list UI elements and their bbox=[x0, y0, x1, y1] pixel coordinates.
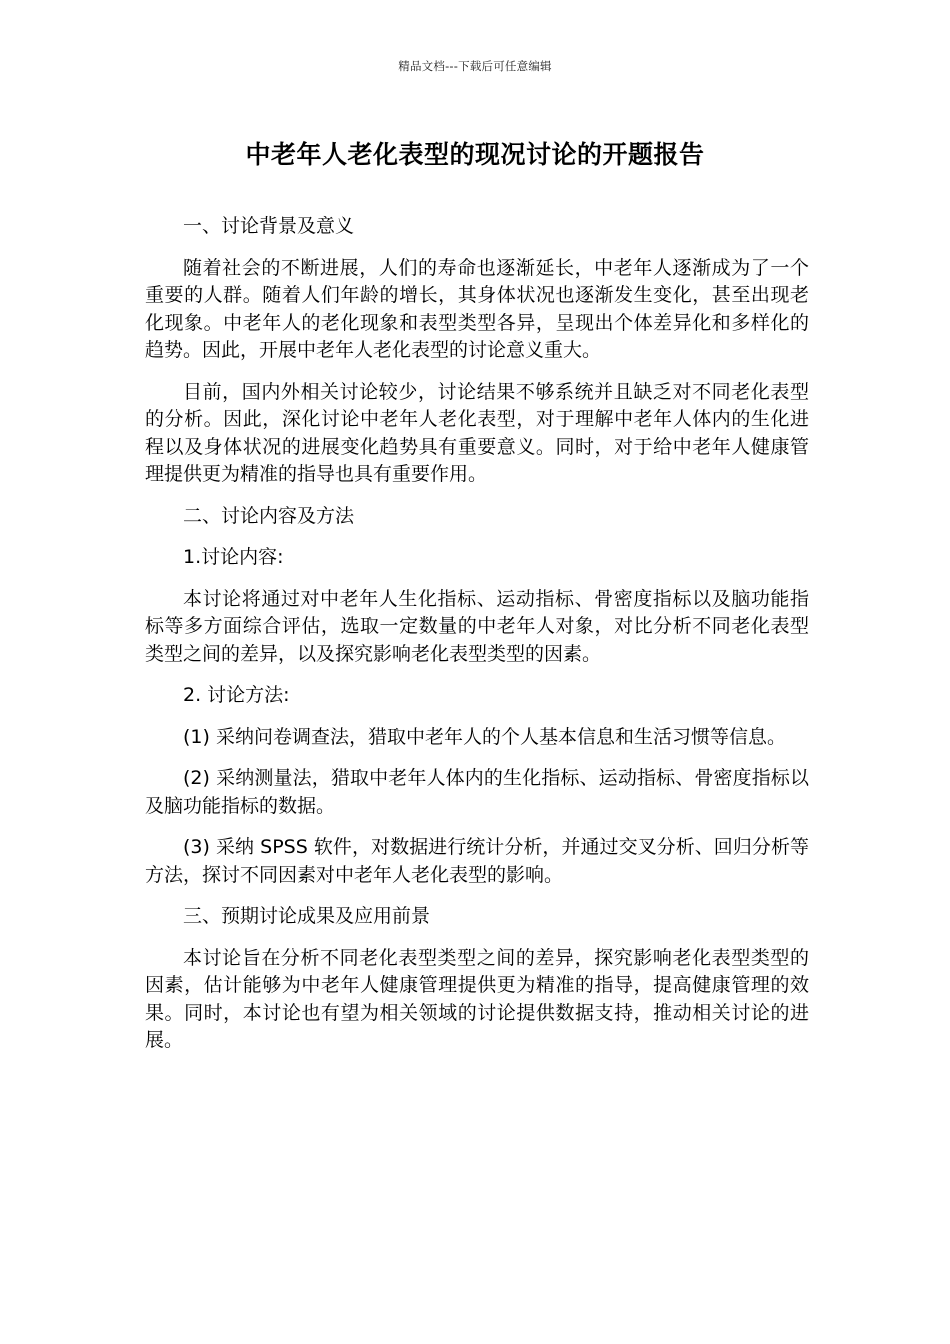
section-1-paragraph-1: 随着社会的不断进展，人们的寿命也逐渐延长，中老年人逐渐成为了一个重要的人群。随着人们年龄的增长，其身体状况也逐渐发生变化，甚至出现老化现象。中老年人的老化现象和表型类型各异，呈现出个体差异化和多样化的趋势。因此，开展中老年人老化表型的讨论意义重大。 bbox=[145, 256, 809, 361]
method-item-2: (2) 采纳测量法，猎取中老年人体内的生化指标、运动指标、骨密度指标以及脑功能指标的数据。 bbox=[145, 767, 809, 817]
section-1-paragraph-2: 目前，国内外相关讨论较少，讨论结果不够系统并且缺乏对不同老化表型的分析。因此，深化讨论中老年人老化表型，对于理解中老年人体内的生化进程以及身体状况的进展变化趋势具有重要意义。同时，对于给中老年人健康管理提供更为精准的指导也具有重要作用。 bbox=[145, 380, 809, 485]
section-2-subheading-methods: 2. 讨论方法: bbox=[183, 684, 290, 706]
section-2-subheading-content: 1.讨论内容: bbox=[183, 546, 284, 568]
section-2-paragraph-content: 本讨论将通过对中老年人生化指标、运动指标、骨密度指标以及脑功能指标等多方面综合评估，选取一定数量的中老年人对象，对比分析不同老化表型类型之间的差异，以及探究影响老化表型类型的因素。 bbox=[145, 587, 809, 665]
section-2-heading: 二、讨论内容及方法 bbox=[183, 504, 355, 527]
section-3-heading: 三、预期讨论成果及应用前景 bbox=[183, 905, 431, 927]
method-item-3: (3) 采纳 SPSS 软件，对数据进行统计分析，并通过交叉分析、回归分析等方法，探讨不同因素对中老年人老化表型的影响。 bbox=[145, 836, 809, 886]
document-body bbox=[145, 213, 809, 1069]
document-title: 中老年人老化表型的现况讨论的开题报告 bbox=[245, 140, 705, 169]
method-item-1: (1) 采纳问卷调查法，猎取中老年人的个人基本信息和生活习惯等信息。 bbox=[183, 725, 786, 748]
section-1-heading: 一、讨论背景及意义 bbox=[183, 215, 355, 237]
page-header-note: 精品文档---下载后可任意编辑 bbox=[398, 59, 552, 73]
section-3-paragraph-1: 本讨论旨在分析不同老化表型类型之间的差异，探究影响老化表型类型的因素，估计能够为中老年人健康管理提供更为精准的指导，提高健康管理的效果。同时，本讨论也有望为相关领域的讨论提供数据支持，推动相关讨论的进展。 bbox=[145, 946, 809, 1051]
